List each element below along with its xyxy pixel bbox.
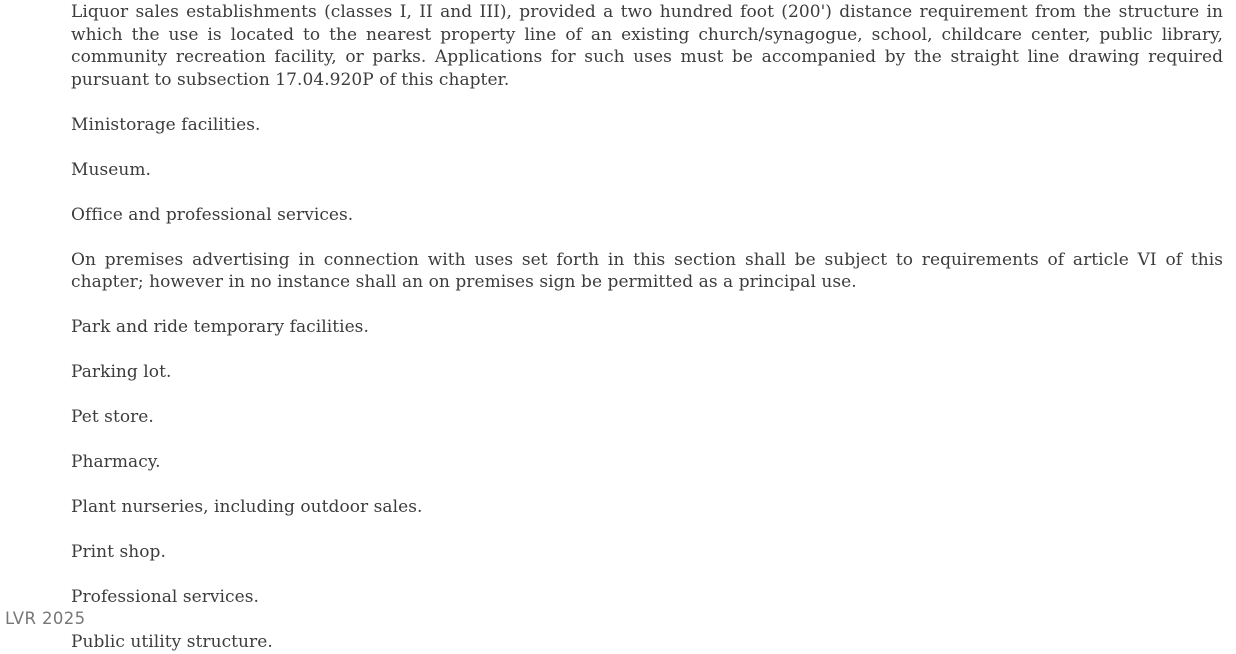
paragraph-ministorage: Ministorage facilities. <box>71 114 261 135</box>
paragraph-parking-lot: Parking lot. <box>71 362 172 383</box>
paragraph-museum: Museum. <box>71 159 151 180</box>
paragraph-pharmacy: Pharmacy. <box>71 452 161 473</box>
document-body <box>71 0 1223 654</box>
watermark-label: LVR 2025 <box>5 609 86 628</box>
paragraph-on-premises-advertising: On premises advertising in connection with uses set forth in this section shall be subject to requirements of article VI of this chapter; however in no instance shall an on premises sign be permitted as a principal use. <box>71 249 1223 293</box>
paragraph-public-utility: Public utility structure. <box>71 632 273 653</box>
paragraph-office-services: Office and professional services. <box>71 204 354 225</box>
paragraph-plant-nurseries: Plant nurseries, including outdoor sales. <box>71 497 423 518</box>
paragraph-park-and-ride: Park and ride temporary facilities. <box>71 317 369 338</box>
paragraph-professional-services: Professional services. <box>71 587 259 608</box>
paragraph-pet-store: Pet store. <box>71 407 154 428</box>
paragraph-liquor-sales: Liquor sales establishments (classes I, II and III), provided a two hundred foot (200') distance requirement from the structure in which the use is located to the nearest property line of an existing church/synagogue, school, childcare center, public library, community recreation facility, or parks. Applications for such uses must be accompanied by the straight line drawing required pursuant to subsection 17.04.920P of this chapter. <box>71 2 1223 90</box>
paragraph-print-shop: Print shop. <box>71 542 166 563</box>
